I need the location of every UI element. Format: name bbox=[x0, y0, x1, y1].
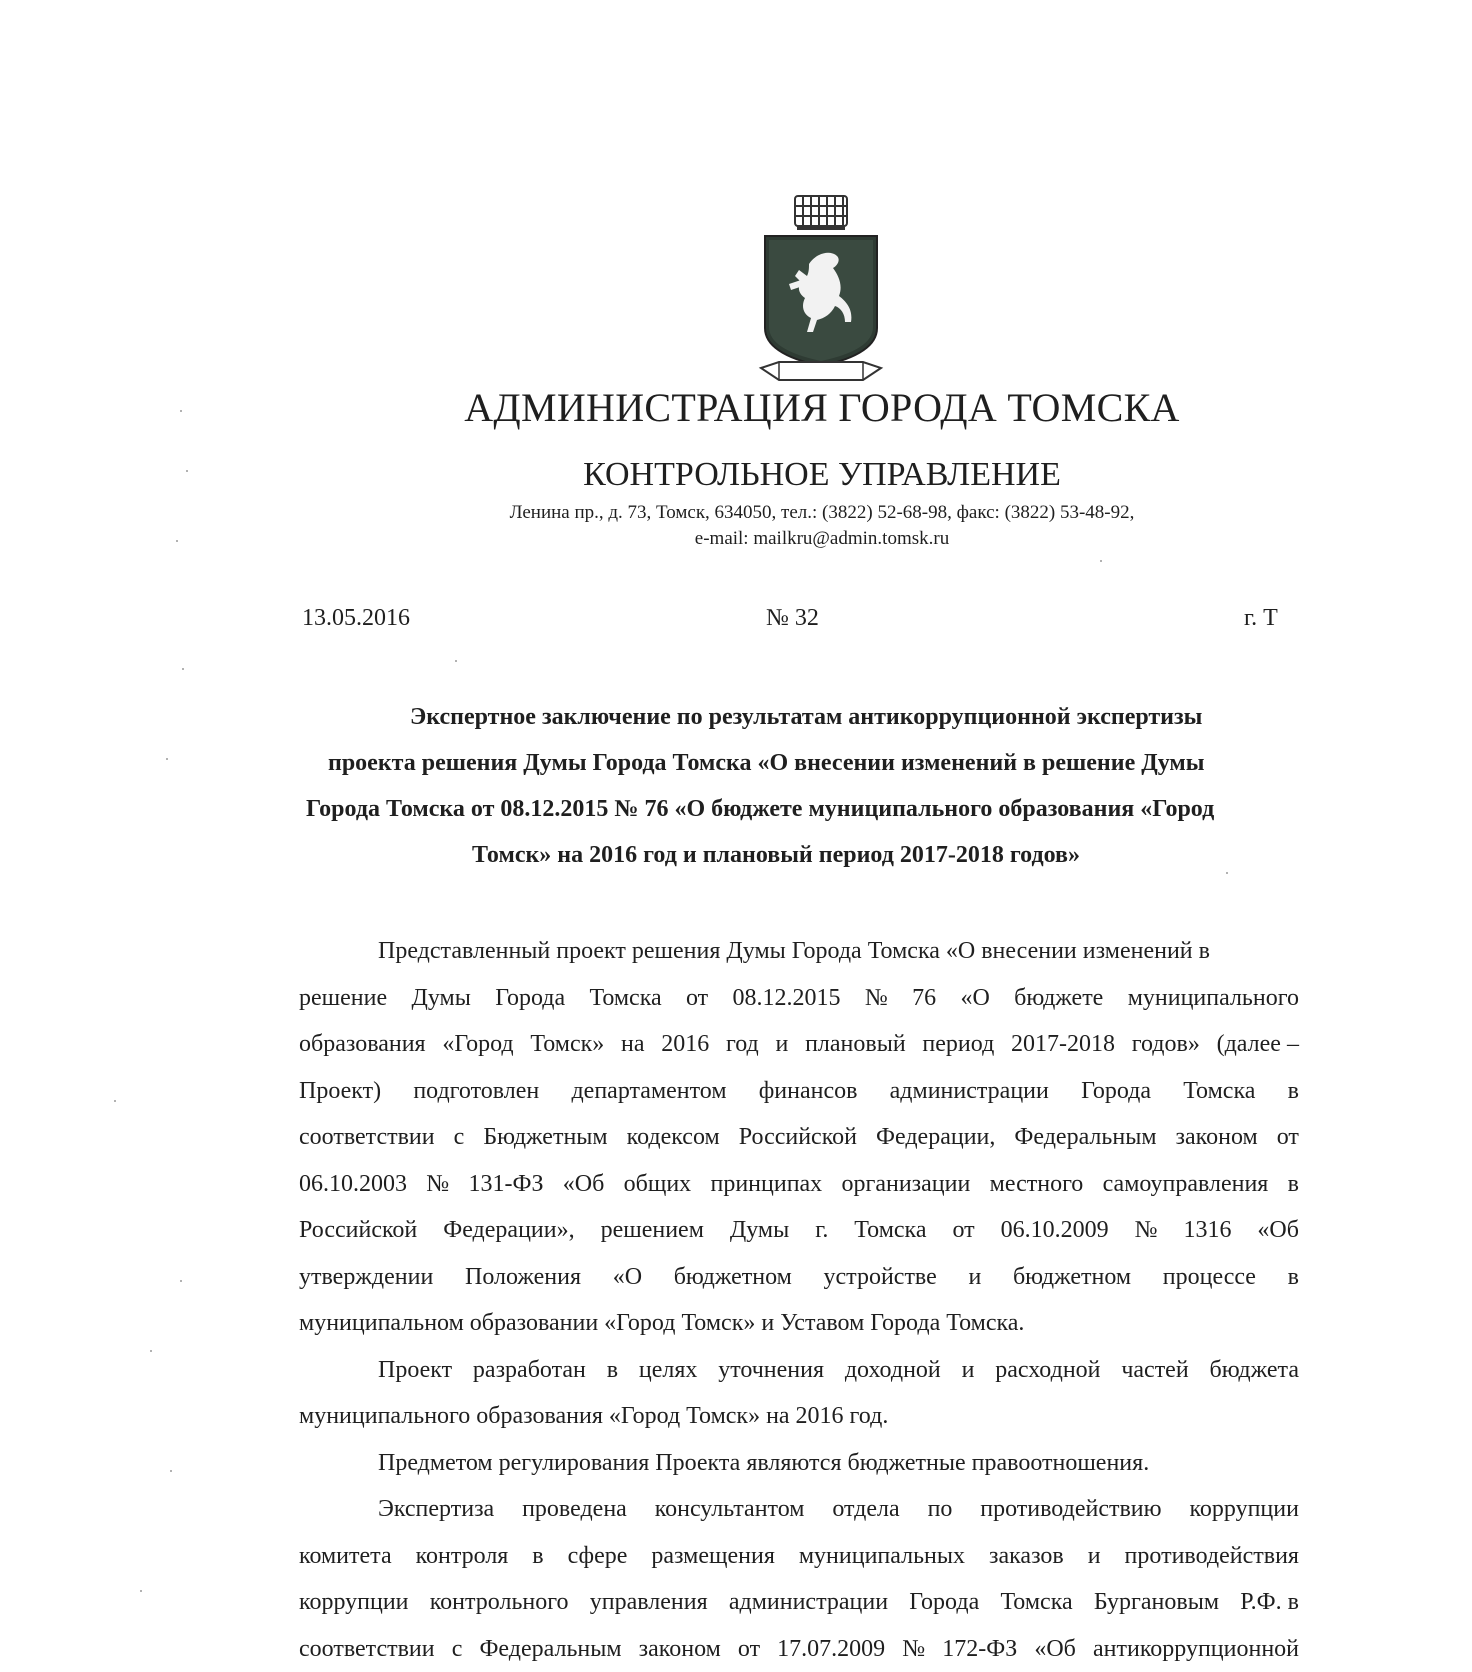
body-word: законом bbox=[639, 1626, 721, 1672]
department-name: КОНТРОЛЬНОЕ УПРАВЛЕНИЕ bbox=[462, 456, 1182, 494]
body-word: год bbox=[726, 1021, 759, 1068]
body-word: комитета bbox=[299, 1533, 392, 1580]
body-word: 131-ФЗ bbox=[469, 1161, 544, 1208]
organization-name: АДМИНИСТРАЦИЯ ГОРОДА ТОМСКА bbox=[462, 384, 1182, 431]
body-word: уточнения bbox=[718, 1347, 824, 1394]
body-word: Думы bbox=[730, 1207, 789, 1254]
body-word: законом bbox=[1176, 1114, 1258, 1161]
body-word: (далее – bbox=[1217, 1021, 1299, 1068]
body-word: период bbox=[922, 1021, 994, 1068]
body-line bbox=[299, 1021, 1299, 1068]
body-word: муниципальных bbox=[799, 1533, 965, 1580]
body-word: Федеральным bbox=[1014, 1114, 1156, 1161]
body-word: в bbox=[1288, 1254, 1299, 1301]
body-word: «О bbox=[613, 1254, 642, 1301]
body-word: от bbox=[952, 1207, 974, 1254]
body-word: бюджетном bbox=[1013, 1254, 1131, 1301]
body-word: «Город bbox=[442, 1021, 513, 1068]
body-word: Города bbox=[495, 975, 565, 1022]
body-word: № bbox=[865, 975, 888, 1022]
document-number: № 32 bbox=[766, 605, 819, 632]
body-word: кодексом bbox=[627, 1114, 720, 1161]
body-word: доходной bbox=[845, 1347, 941, 1394]
body-word: 06.10.2009 bbox=[1001, 1207, 1109, 1254]
document-date: 13.05.2016 bbox=[302, 605, 410, 632]
body-word: от bbox=[1277, 1114, 1299, 1161]
body-word: департаментом bbox=[571, 1068, 726, 1115]
body-word: сфере bbox=[568, 1533, 628, 1580]
body-word: и bbox=[962, 1347, 975, 1394]
body-word: общих bbox=[624, 1161, 692, 1208]
body-word: в bbox=[1288, 1161, 1299, 1208]
body-word: бюджетном bbox=[674, 1254, 792, 1301]
body-line bbox=[299, 1626, 1299, 1672]
document-title bbox=[292, 694, 1292, 878]
body-word: в bbox=[607, 1347, 618, 1394]
body-word: Положения bbox=[465, 1254, 581, 1301]
body-word: муниципального bbox=[1128, 975, 1299, 1022]
body-word: проведена bbox=[522, 1486, 627, 1533]
body-word: решением bbox=[601, 1207, 704, 1254]
body-word: и bbox=[775, 1021, 788, 1068]
body-word: Томска bbox=[589, 975, 661, 1022]
body-word: коррупции bbox=[299, 1579, 409, 1626]
document-city: г. Т bbox=[1244, 605, 1278, 632]
body-word: годов» bbox=[1132, 1021, 1200, 1068]
body-word: контрольного bbox=[430, 1579, 569, 1626]
email-line: e-mail: mailkru@admin.tomsk.ru bbox=[412, 526, 1232, 552]
body-word: Проект bbox=[378, 1347, 452, 1394]
title-line: Экспертное заключение по результатам антикоррупционной экспертизы bbox=[410, 694, 1410, 740]
body-word: «Об bbox=[1257, 1207, 1299, 1254]
body-word: самоуправления bbox=[1103, 1161, 1269, 1208]
body-line: Предметом регулирования Проекта являются бюджетные правоотношения. bbox=[299, 1440, 1299, 1487]
body-word: расходной bbox=[995, 1347, 1100, 1394]
body-word: подготовлен bbox=[413, 1068, 539, 1115]
body-word: Российской bbox=[299, 1207, 417, 1254]
body-word: Томск» bbox=[530, 1021, 604, 1068]
body-word: 172-ФЗ bbox=[942, 1626, 1017, 1672]
body-word: организации bbox=[841, 1161, 970, 1208]
body-word: Российской bbox=[739, 1114, 857, 1161]
body-word: решение bbox=[299, 975, 387, 1022]
body-line bbox=[299, 1347, 1299, 1394]
body-word: заказов bbox=[989, 1533, 1064, 1580]
body-word: с bbox=[452, 1626, 463, 1672]
body-word: контроля bbox=[416, 1533, 509, 1580]
body-word: Федерации, bbox=[876, 1114, 995, 1161]
body-word: и bbox=[1088, 1533, 1101, 1580]
body-line bbox=[299, 1161, 1299, 1208]
body-word: управления bbox=[590, 1579, 708, 1626]
body-word: частей bbox=[1121, 1347, 1188, 1394]
body-line bbox=[299, 1579, 1299, 1626]
body-word: отдела bbox=[832, 1486, 899, 1533]
body-word: соответствии bbox=[299, 1626, 435, 1672]
body-word: администрации bbox=[890, 1068, 1049, 1115]
body-word: и bbox=[968, 1254, 981, 1301]
address-line: Ленина пр., д. 73, Томск, 634050, тел.: (3822) 52-68-98, факс: (3822) 53-48-92, bbox=[412, 500, 1232, 526]
body-word: размещения bbox=[651, 1533, 775, 1580]
contact-block bbox=[412, 500, 1232, 552]
body-word: соответствии bbox=[299, 1114, 435, 1161]
body-word: «Об bbox=[563, 1161, 605, 1208]
body-word: № bbox=[1135, 1207, 1158, 1254]
body-word: Томска bbox=[1000, 1579, 1072, 1626]
body-word: «О bbox=[960, 975, 989, 1022]
body-line: муниципального образования «Город Томск» на 2016 год. bbox=[299, 1393, 1299, 1440]
document-body bbox=[299, 928, 1299, 1672]
body-word: Экспертиза bbox=[378, 1486, 494, 1533]
body-word: с bbox=[454, 1114, 465, 1161]
body-word: на bbox=[621, 1021, 645, 1068]
body-line: муниципальном образовании «Город Томск» и Уставом Города Томска. bbox=[299, 1300, 1299, 1347]
body-word: 17.07.2009 bbox=[777, 1626, 885, 1672]
body-line bbox=[299, 975, 1299, 1022]
body-word: Проект) bbox=[299, 1068, 381, 1115]
body-word: Томска bbox=[1183, 1068, 1255, 1115]
body-word: 2016 bbox=[661, 1021, 709, 1068]
body-word: 08.12.2015 bbox=[733, 975, 841, 1022]
body-word: г. bbox=[815, 1207, 828, 1254]
title-line: Томск» на 2016 год и плановый период 2017-2018 годов» bbox=[472, 832, 1472, 878]
body-word: противодействия bbox=[1125, 1533, 1299, 1580]
body-word: целях bbox=[639, 1347, 698, 1394]
body-word: Р.Ф. в bbox=[1240, 1579, 1299, 1626]
body-word: принципах bbox=[710, 1161, 822, 1208]
body-word: разработан bbox=[473, 1347, 586, 1394]
body-line bbox=[299, 1114, 1299, 1161]
body-word: Бургановым bbox=[1094, 1579, 1219, 1626]
body-word: Бюджетным bbox=[483, 1114, 607, 1161]
body-word: местного bbox=[990, 1161, 1084, 1208]
body-word: образования bbox=[299, 1021, 426, 1068]
body-word: в bbox=[532, 1533, 543, 1580]
body-word: от bbox=[738, 1626, 760, 1672]
body-word: Города bbox=[1081, 1068, 1151, 1115]
body-word: бюджете bbox=[1014, 975, 1103, 1022]
body-word: № bbox=[902, 1626, 925, 1672]
body-word: коррупции bbox=[1189, 1486, 1299, 1533]
body-line bbox=[299, 1486, 1299, 1533]
body-line: Представленный проект решения Думы Города Томска «О внесении изменений в bbox=[299, 928, 1299, 975]
body-word: бюджета bbox=[1209, 1347, 1298, 1394]
body-word: «Об bbox=[1034, 1626, 1076, 1672]
body-line bbox=[299, 1254, 1299, 1301]
body-word: 06.10.2003 bbox=[299, 1161, 407, 1208]
body-word: процессе bbox=[1163, 1254, 1256, 1301]
body-word: администрации bbox=[729, 1579, 888, 1626]
body-line bbox=[299, 1068, 1299, 1115]
body-word: Федеральным bbox=[479, 1626, 621, 1672]
body-word: финансов bbox=[759, 1068, 858, 1115]
title-line: проекта решения Думы Города Томска «О внесении изменений в решение Думы bbox=[328, 740, 1328, 786]
body-word: в bbox=[1288, 1068, 1299, 1115]
body-word: Федерации», bbox=[443, 1207, 574, 1254]
body-word: утверждении bbox=[299, 1254, 433, 1301]
body-word: консультантом bbox=[655, 1486, 805, 1533]
body-word: Думы bbox=[411, 975, 470, 1022]
body-word: от bbox=[686, 975, 708, 1022]
body-word: 76 bbox=[912, 975, 936, 1022]
body-line bbox=[299, 1207, 1299, 1254]
body-word: № bbox=[426, 1161, 449, 1208]
body-word: Города bbox=[909, 1579, 979, 1626]
body-line bbox=[299, 1533, 1299, 1580]
body-word: 1316 bbox=[1183, 1207, 1231, 1254]
body-word: 2017-2018 bbox=[1011, 1021, 1115, 1068]
body-word: Томска bbox=[854, 1207, 926, 1254]
tomsk-coat-of-arms-icon bbox=[757, 190, 885, 388]
body-word: антикоррупционной bbox=[1093, 1626, 1299, 1672]
body-word: противодействию bbox=[980, 1486, 1161, 1533]
body-word: устройстве bbox=[824, 1254, 937, 1301]
body-word: по bbox=[928, 1486, 953, 1533]
body-word: плановый bbox=[805, 1021, 906, 1068]
title-line: Города Томска от 08.12.2015 № 76 «О бюджете муниципального образования «Город bbox=[306, 786, 1306, 832]
